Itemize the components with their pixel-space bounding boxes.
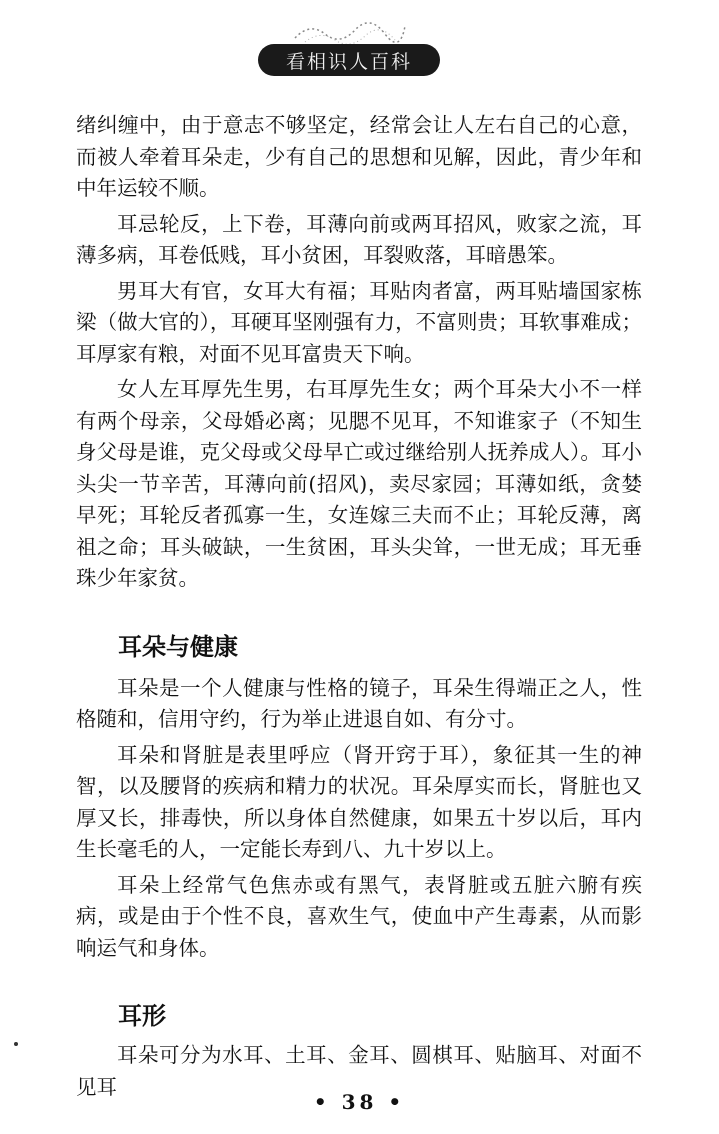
paragraph-intro-1: 绪纠缠中，由于意志不够坚定，经常会让人左右自己的心意，而被人牵着耳朵走，少有自己的思想和见解，因此，青少年和中年运较不顺。 [76,113,642,200]
section-heading-ear-health: 耳朵与健康 [118,632,238,661]
header-ornament [290,18,410,44]
paragraph-intro-4: 女人左耳厚先生男，右耳厚先生女；两个耳朵大小不一样有两个母亲，父母婚必离；见腮不见耳，不知谁家子（不知生身父母是谁，克父母或父母早亡或过继给别人抚养成人）。耳小头尖一节辛苦，耳薄向前(招风)，卖尽家园；耳薄如纸，贪婪早死；耳轮反者孤寡一生，女连嫁三夫而不止；耳轮反薄，离祖之命；耳头破缺，一生贫困，耳头尖耸，一世无成；耳无垂珠少年家贫。 [76,377,642,590]
section-heading-ear-shape: 耳形 [118,1002,166,1030]
margin-mark [14,1042,18,1046]
page-number: • 38 • [313,1090,406,1114]
paragraph-health-3: 耳朵上经常气色焦赤或有黑气，表肾脏或五脏六腑有疾病，或是由于个性不良，喜欢生气，使血中产生毒素，从而影响运气和身体。 [76,872,642,960]
paragraph-shape-1: 耳朵可分为水耳、土耳、金耳、圆棋耳、贴脑耳、对面不见耳 [76,1043,642,1099]
paragraph-intro-3: 男耳大有官，女耳大有福；耳贴肉者富，两耳贴墙国家栋梁（做大官的），耳硬耳坚刚强有力，不富则贵；耳软事难成；耳厚家有粮，对面不见耳富贵天下响。 [76,278,642,366]
paragraph-health-2: 耳朵和肾脏是表里呼应（肾开窍于耳），象征其一生的神智，以及腰肾的疾病和精力的状况。耳朵厚实而长，肾脏也又厚又长，排毒快，所以身体自然健康，如果五十岁以后，耳内生长毫毛的人，一定能长寿到八、九十岁以上。 [76,742,642,861]
paragraph-health-1: 耳朵是一个人健康与性格的镜子，耳朵生得端正之人，性格随和，信用守约，行为举止进退自如、有分寸。 [76,675,642,731]
running-header-title: 看相识人百科 [258,44,440,76]
paragraph-intro-2: 耳忌轮反，上下卷，耳薄向前或两耳招风，败家之流，耳薄多病，耳卷低贱，耳小贫困，耳裂败落，耳暗愚笨。 [76,211,642,267]
page-body [76,110,642,1103]
